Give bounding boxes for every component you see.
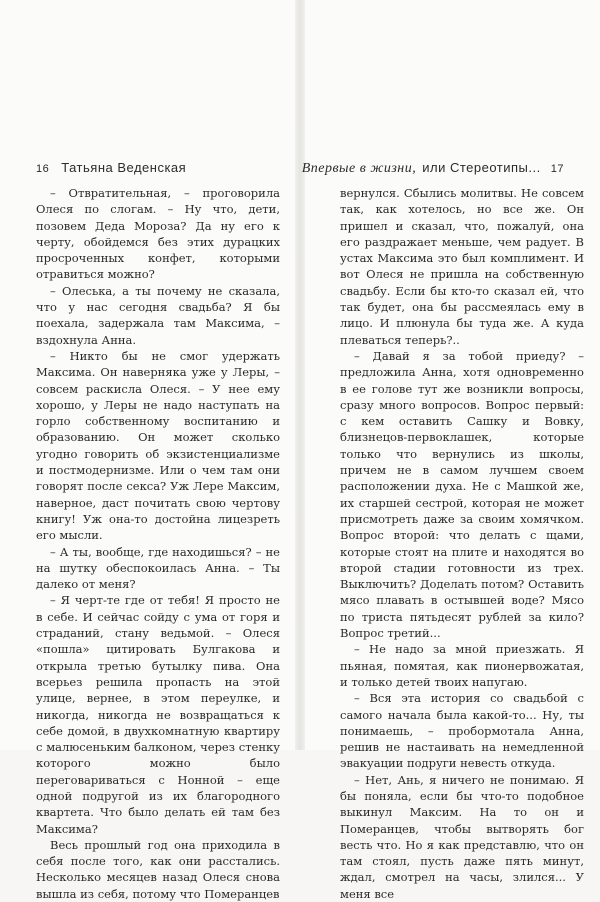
paragraph: – Давай я за тобой приеду? – предложила Анна, хотя одновременно в ее голове тут же возникли вопросы, сразу много вопросов. Вопрос первый: с кем оставить Сашку и Вовку, близнецов-первоклашек, которые только что вернулись из школы, причем не в самом лучшем своем расположении духа. Не с Машкой же, их старшей сестрой, которая не может присмотреть даже за своим хомячком. Вопрос второй: что делать с щами, которые стоят на плите и находятся во второй стадии готовности из трех. Выключить? Доделать потом? Оставить мясо плавать в остывшей воде? Мясо по триста пятьдесят рублей за кило? Вопрос третий... [340, 348, 584, 641]
left-running-head [36, 160, 186, 182]
paragraph: – Вся эта история со свадьбой с самого начала была какой-то... Ну, ты понимаешь, – пробормотала Анна, решив не настаивать на немедленной эвакуации подруги невесть откуда. [340, 691, 584, 771]
right-page-number: 17 [550, 163, 564, 175]
paragraph: – Олеська, а ты почему не сказала, что у нас сегодня свадьба? Я бы поехала, задержала там Максима, – вздохнула Анна. [36, 283, 280, 347]
paragraph: – Отвратительная, – проговорила Олеся по слогам. – Ну что, дети, позовем Деда Мороза? Да ну его к черту, обойдемся без этих дурацких просроченных конфет, которыми отравиться можно? [36, 186, 280, 282]
left-page-number: 16 [36, 163, 50, 175]
right-page-text [340, 185, 584, 902]
paragraph-continued: вернулся. Сбылись молитвы. Не совсем так, как хотелось, но все же. Он пришел и сказал, что, пожалуй, она его раздражает меньше, чем радует. В устах Максима это был комплимент. И вот Олеся не пришла на собственную свадьбу. Если бы кто-то сказал ей, что так будет, она бы рассмеялась ему в лицо. И плюнула бы туда же. А куда плеваться теперь?.. [340, 186, 584, 347]
paragraph: – Никто бы не смог удержать Максима. Он наверняка уже у Леры, – совсем раскисла Олеся. – У нее ему хорошо, у Леры не надо наступать на горло собственному воспитанию и образованию. Он может сколько угодно говорить об экзистенциализме и постмодернизме. Или о чем там они говорят после секса? Уж Лере Максим, наверное, даст почитать свою чертову книгу! Уж она-то достойна лицезреть его мысли. [36, 348, 280, 543]
author-name: Татьяна Веденская [61, 160, 187, 175]
left-page-text [36, 185, 280, 902]
book-title-italic: Впервые в жизни, [301, 161, 417, 176]
book-gutter [295, 0, 305, 750]
paragraph: – Нет, Ань, я ничего не понимаю. Я бы поняла, если бы что-то подобное выкинул Максим. На то он и Померанцев, чтобы вытворять бог весть что. Но я как представлю, что он там стоял, пусть даже пять минут, ждал, смотрел на часы, злился... У меня все [340, 772, 584, 901]
paragraph: – Не надо за мной приезжать. Я пьяная, помятая, как пионервожатая, и только детей твоих напугаю. [340, 642, 584, 689]
right-running-head [302, 160, 564, 182]
book-title-rest: или Стереотипы... [422, 160, 541, 175]
paragraph: Весь прошлый год она приходила в себя после того, как они расстались. Несколько месяцев назад Олеся снова вышла из себя, потому что Померанцев [36, 837, 280, 901]
paragraph: – Я черт-те где от тебя! Я просто не в себе. И сейчас сойду с ума от горя и страданий, стану ведьмой. – Олеся «пошла» цитировать Булгакова и открыла третью бутылку пива. Она всерьез решила пропасть на этой улице, вернее, в этом переулке, и никогда, никогда не возвращаться к себе домой, в двухкомнатную квартиру с малюсеньким балконом, через стенку которого можно было переговариваться с Нонной – еще одной подругой из их благородного квартета. Что было делать ей там без Максима? [36, 593, 280, 836]
paragraph: – А ты, вообще, где находишься? – не на шутку обеспокоилась Анна. – Ты далеко от меня? [36, 544, 280, 592]
